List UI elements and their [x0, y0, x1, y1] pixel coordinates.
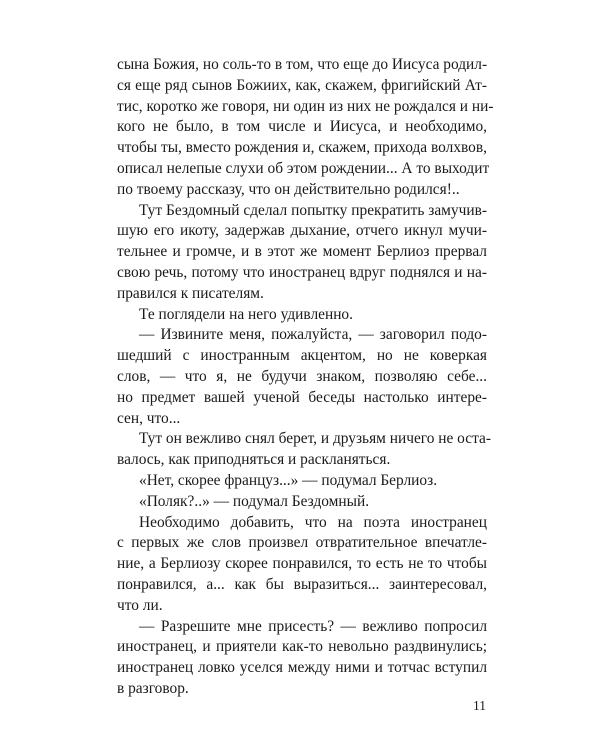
text-line: иностранец, и приятели как-то невольно раздвинулись;: [117, 638, 487, 656]
text-line: в разговор.: [117, 679, 189, 697]
text-line: «Нет, скорее француз...» — подумал Берлиоз.: [139, 471, 438, 489]
text-line: Необходимо добавить, что на поэта иностранец: [139, 513, 487, 531]
text-line: правился к писателям.: [117, 284, 264, 302]
text-line: чтобы ты, вместо рождения и, скажем, прихода волхвов,: [117, 139, 487, 157]
text-line: сына Божия, но соль-то в том, что еще до Иисуса родил-: [117, 56, 488, 73]
text-line: с первых же слов произвел отвратительное впечатле-: [117, 534, 487, 552]
page-number: 11: [473, 698, 486, 713]
text-line: тис, коротко же говоря, ни один из них не рождался и ни-: [117, 97, 494, 115]
body-text: [117, 55, 494, 700]
text-line: кого не было, в том числе и Иисуса, и необходимо,: [117, 118, 487, 136]
text-line: но предмет вашей ученой беседы настолько интере-: [117, 388, 487, 406]
text-line: иностранец ловко уселся между ними и тотчас вступил: [117, 659, 487, 677]
text-line: тельнее и громче, и в этот же момент Берлиоз прервал: [117, 243, 487, 261]
text-line: описал нелепые слухи об этом рождении... А то выходит: [117, 159, 490, 177]
text-line: шую его икоту, задержав дыхание, отчего икнул мучи-: [117, 222, 487, 240]
text-line: сен, что...: [117, 409, 181, 427]
text-line: свою речь, потому что иностранец вдруг поднялся и на-: [117, 263, 487, 281]
text-line: шедший с иностранным акцентом, но не коверкая: [117, 347, 487, 365]
text-line: валось, как приподняться и раскланяться.: [117, 451, 391, 469]
text-line: ние, а Берлиозу скорее понравился, то есть не то чтобы: [117, 555, 487, 573]
text-line: Тут Бездомный сделал попытку прекратить замучив-: [139, 201, 487, 219]
text-line: понравился, а... как бы выразиться... заинтересовал,: [117, 575, 487, 593]
text-line: что ли.: [117, 596, 163, 614]
text-line: ся еще ряд сынов Божиих, как, скажем, фригийский Ат-: [117, 76, 487, 94]
text-line: — Извините меня, пожалуйста, — заговорил подо-: [139, 326, 487, 344]
text-line: — Разрешите мне присесть? — вежливо попросил: [139, 617, 487, 635]
text-line: слов, — что я, не будучи знаком, позволяю себе...: [117, 367, 487, 385]
text-line: по твоему рассказу, что он действительно родился!..: [117, 180, 460, 198]
text-line: Те поглядели на него удивленно.: [139, 305, 353, 323]
text-line: «Поляк?..» — подумал Бездомный.: [139, 492, 370, 510]
text-line: Тут он вежливо снял берет, и друзьям ничего не оста-: [139, 430, 491, 448]
